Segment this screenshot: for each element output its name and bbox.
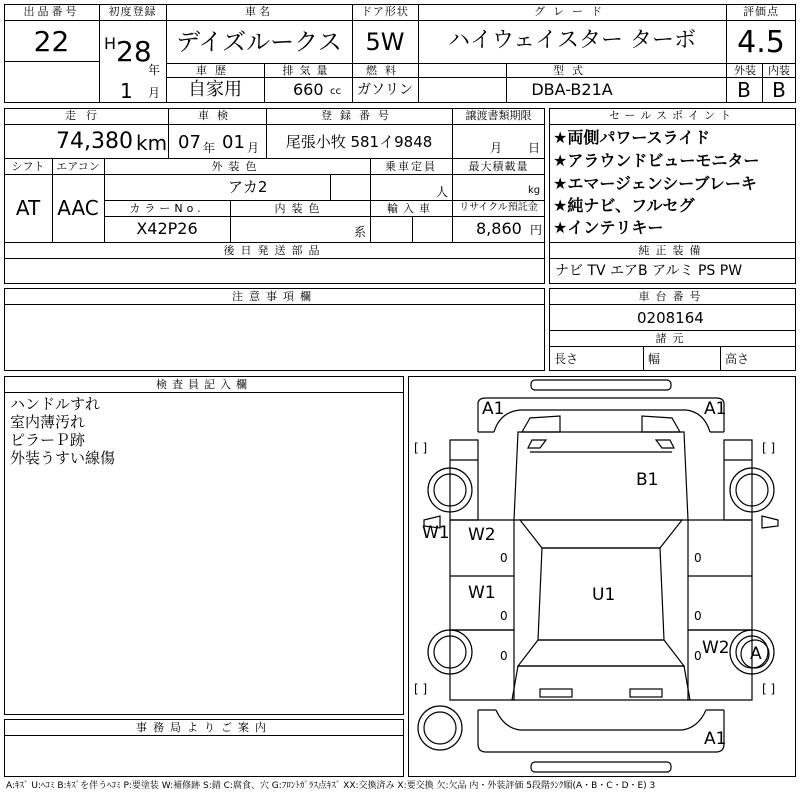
mark-rear: A1 [704,729,727,749]
mark-hood: B1 [636,470,659,490]
grade-label: グレード [534,5,610,18]
reg-year: 28 [116,35,152,68]
chassis-value: 0208164 [637,309,704,327]
reg-month: 1 [120,79,133,103]
insp-year: 07 [178,132,201,153]
int-label: 内装 [768,64,790,77]
insp-month: 01 [222,132,245,153]
transfer-day: 日 [528,141,541,155]
displacement-unit: cc [330,86,341,97]
office-label: 事務局よりご案内 [136,721,272,734]
width-label: 幅 [648,352,661,366]
shift-label: シフト [11,160,45,173]
inspector-label: 検査員記入欄 [156,378,252,391]
sales-points-label: セールスポイント [608,109,736,122]
bracket-left-2: [ ] [414,682,428,696]
mark-left-front-door: W2 [468,525,496,545]
max-load-unit: kg [528,185,541,196]
capacity-label: 乗車定員 [385,160,437,173]
int-color-label: 内装色 [274,202,326,215]
recycle-label: リサイクル預託金 [459,202,538,213]
inspector-line-3: ピラーＰ跡 [10,431,86,449]
mark-front-right: A1 [704,399,727,419]
displacement: 660 [293,80,324,99]
legend: A:ｷｽﾞ U:ﾍｺﾐ B:ｷｽﾞを伴うﾍｺﾐ P:要塗装 W:補修跡 S:錆 C:腐食、穴 G:ﾌﾛﾝﾄｶﾞﾗｽ点ｷｽﾞ XX:交換済み X:要交換 欠:欠品 内・外装評価 5段階ﾗﾝｸ順(A・B・C・D・E) 3 [6,781,656,791]
color-no: X42P26 [136,219,198,238]
inspection-label: 車検 [198,109,236,122]
ac-label: エアコン [56,160,100,173]
later-parts-label: 後日発送部品 [223,244,326,257]
transfer-month: 月 [490,141,503,155]
dims-label: 諸元 [655,332,690,345]
insp-year-unit: 年 [203,141,216,155]
sales-point-5: ★インテリキー [553,218,664,237]
door-label: ドア形状 [361,5,409,18]
mark-zero-4: 0 [694,551,702,565]
history-label: 車歴 [196,64,234,77]
history: 自家用 [188,79,242,100]
mileage: 74,380 [56,129,133,154]
mark-zero-5: 0 [694,609,702,623]
model: DBA-B21A [531,80,613,99]
inspector-line-2: 室内薄汚れ [10,413,86,431]
mileage-label: 走行 [65,109,107,122]
int-color-unit: 系 [354,225,367,239]
sales-point-4: ★純ナビ、フルセグ [553,196,695,215]
sales-point-2: ★アラウンドビューモニター [553,151,760,170]
grade: ハイウェイスター ターボ [448,28,696,53]
height-label: 高さ [725,352,750,366]
bracket-right-1: [ ] [762,441,776,455]
length-label: 長さ [554,352,579,366]
year-unit: 年 [148,63,161,77]
displacement-label: 排気量 [282,64,334,77]
door: 5W [365,28,405,56]
mark-front-left: A1 [482,399,505,419]
equipment-value: ナビ TV エアB アルミ PS PW [555,263,743,279]
chassis-label: 車台番号 [638,290,707,303]
import-label: 輸入車 [387,202,435,215]
insp-month-unit: 月 [247,141,260,155]
ac: AAC [57,196,99,220]
shift: AT [15,196,41,220]
car-name-label: 車名 [245,5,273,18]
max-load-label: 最大積載量 [468,160,529,173]
mark-left-rear-door: W1 [468,583,496,603]
era: H [104,34,117,53]
recycle: 8,860 [476,219,522,238]
reg-no-label: 登録番号 [321,109,397,122]
mark-zero-3: 0 [500,649,508,663]
sales-point-3: ★エマージェンシーブレーキ [553,174,757,193]
first-reg-label: 初度登録 [108,5,157,18]
equipment-label: 純正装備 [638,244,707,257]
color-label: 外装色 [211,160,263,173]
score: 4.5 [737,25,785,60]
notes-label: 注意事項欄 [232,290,317,303]
inspector-line-4: 外装うすい線傷 [10,449,116,467]
sales-point-1: ★両側パワースライド [553,128,711,147]
transfer-label: 譲渡書類期限 [465,109,532,122]
month-unit: 月 [148,86,161,100]
mark-roof: U1 [592,585,616,605]
bracket-left-1: [ ] [414,441,428,455]
lot-no-label: 出品番号 [23,5,80,18]
fuel: ガソリン [357,82,413,98]
fuel-label: 燃料 [366,64,404,77]
mark-zero-6: 0 [694,649,702,663]
inspector-line-1: ハンドルすれ [10,395,101,413]
color: アカ2 [228,178,268,196]
mark-zero-1: 0 [500,551,508,565]
int-grade: B [772,78,786,102]
score-label: 評価点 [743,5,779,18]
lot-no: 22 [33,25,70,58]
mark-zero-2: 0 [500,609,508,623]
ext-label: 外装 [734,64,756,77]
capacity-unit: 人 [436,185,449,199]
mark-spare-tire: A [750,644,762,664]
mileage-unit: km [136,131,168,155]
mark-right-rear-fender: W2 [702,638,730,658]
color-no-label: カラーNo. [129,202,205,215]
ext-grade: B [737,78,751,102]
bracket-right-2: [ ] [762,682,776,696]
model-label: 型式 [553,64,591,77]
car-name: デイズルークス [176,28,342,56]
mark-left-front-fender: W1 [422,523,450,543]
reg-no: 尾張小牧 581イ9848 [285,133,433,151]
recycle-unit: 円 [530,223,543,237]
